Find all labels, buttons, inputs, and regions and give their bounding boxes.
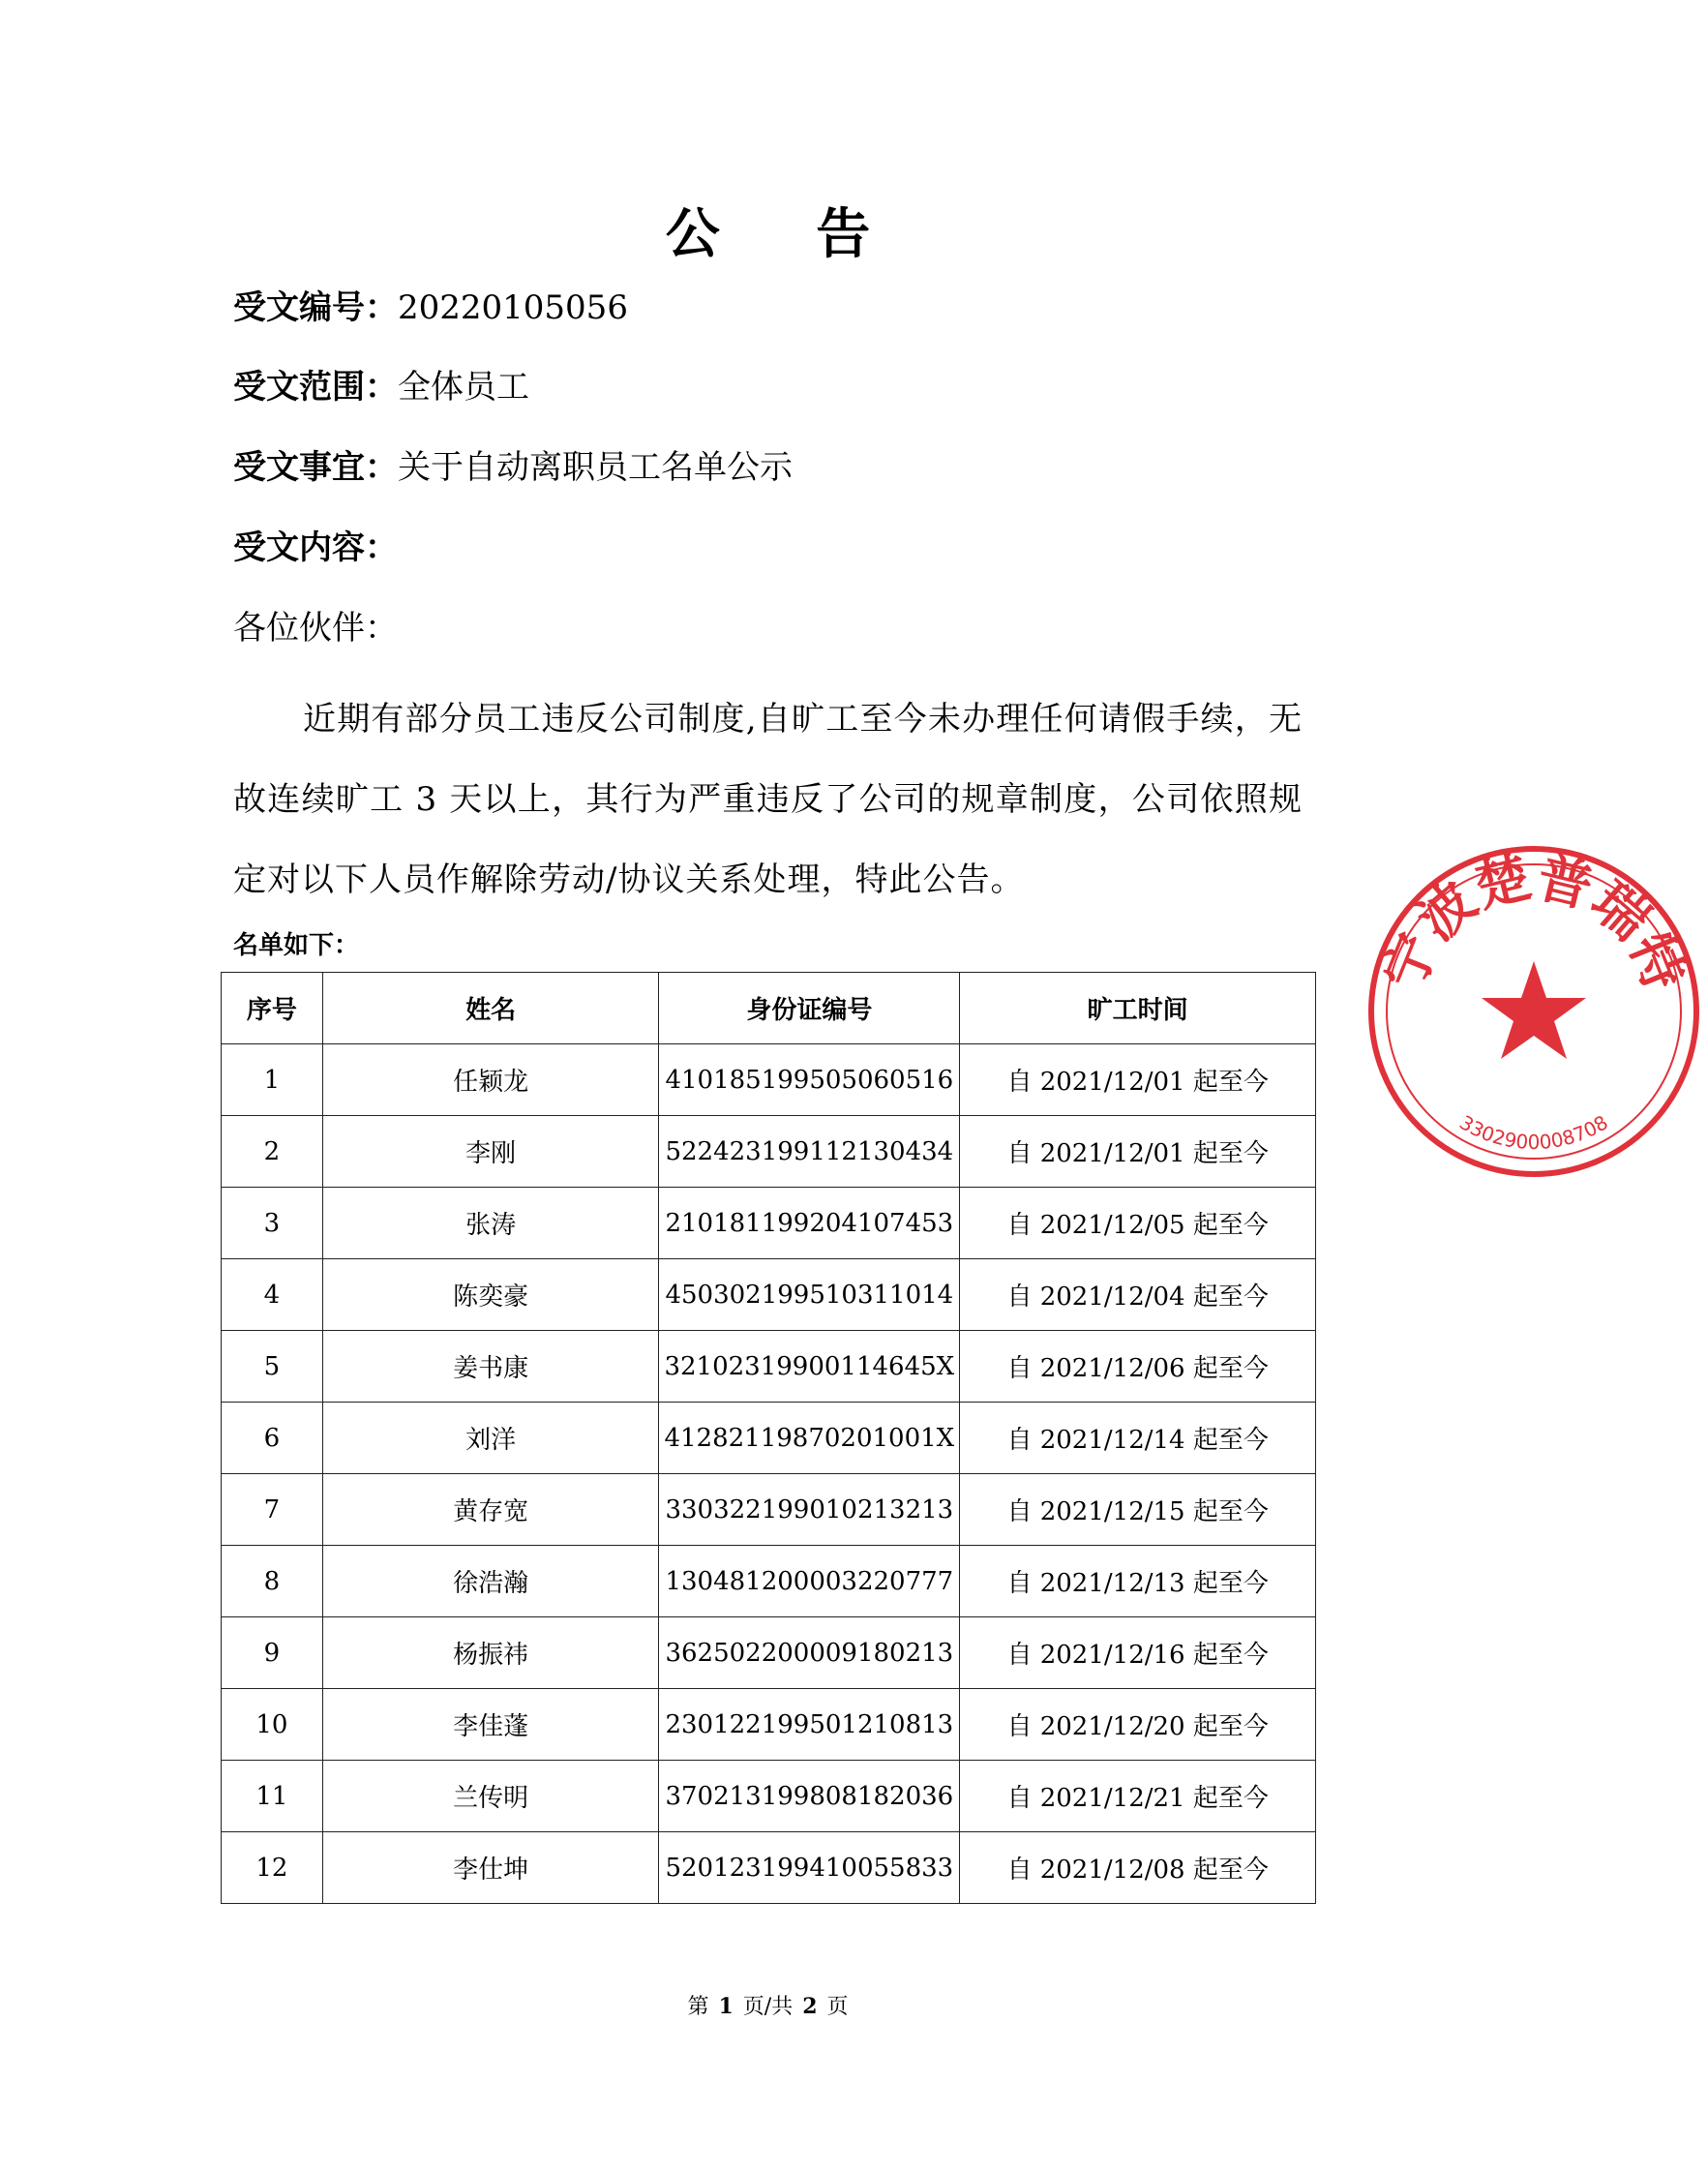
company-seal	[1360, 837, 1696, 1186]
list-label: 名单如下：	[233, 931, 360, 960]
field-subject-value: 关于自动离职员工名单公示	[398, 448, 793, 487]
body-paragraph: 近期有部分员工违反公司制度,自旷工至今未办理任何请假手续，无故连续旷工 3 天以上，其行为严重违反了公司的规章制度，公司依照规定对以下人员作解除劳动/协议关系处理，特此公告。	[233, 700, 1303, 899]
cell-name: 黄存宽	[322, 1474, 658, 1546]
header-absence-time: 旷工时间	[960, 973, 1316, 1044]
cell-name: 李佳蓬	[322, 1689, 658, 1761]
cell-id-number: 450302199510311014	[659, 1259, 960, 1331]
field-subject	[233, 446, 793, 489]
cell-id-number: 410185199505060516	[659, 1044, 960, 1116]
cell-name: 张涛	[322, 1188, 658, 1259]
field-content	[233, 527, 398, 569]
table-row	[222, 1617, 1316, 1689]
cell-absence-time: 自 2021/12/01 起至今	[960, 1044, 1316, 1116]
cell-absence-time: 自 2021/12/04 起至今	[960, 1259, 1316, 1331]
cell-index: 2	[222, 1116, 323, 1188]
cell-absence-time: 自 2021/12/06 起至今	[960, 1331, 1316, 1403]
field-number-label: 受文编号：	[233, 288, 398, 327]
footer-prefix: 第	[687, 1995, 709, 2019]
table-row	[222, 1546, 1316, 1617]
cell-id-number: 370213199808182036	[659, 1761, 960, 1832]
cell-id-number: 32102319900114645X	[659, 1331, 960, 1403]
table-header-row	[222, 973, 1316, 1044]
seal-graphic	[1360, 837, 1708, 1186]
field-number	[233, 287, 628, 329]
cell-id-number: 522423199112130434	[659, 1116, 960, 1188]
cell-name: 杨振祎	[322, 1617, 658, 1689]
table-row	[222, 1331, 1316, 1403]
footer-suffix: 页	[826, 1995, 849, 2019]
cell-index: 1	[222, 1044, 323, 1116]
table-row	[222, 1689, 1316, 1761]
cell-index: 6	[222, 1403, 323, 1474]
cell-absence-time: 自 2021/12/05 起至今	[960, 1188, 1316, 1259]
cell-id-number: 230122199501210813	[659, 1689, 960, 1761]
table-row	[222, 1116, 1316, 1188]
cell-index: 10	[222, 1689, 323, 1761]
cell-index: 12	[222, 1832, 323, 1904]
field-scope-value: 全体员工	[398, 368, 529, 407]
seal-text: 宁波楚普瑞特	[1371, 846, 1696, 1000]
cell-name: 陈奕豪	[322, 1259, 658, 1331]
cell-absence-time: 自 2021/12/14 起至今	[960, 1403, 1316, 1474]
header-index: 序号	[222, 973, 323, 1044]
cell-id-number: 130481200003220777	[659, 1546, 960, 1617]
seal-number: 3302900008708	[1455, 1110, 1612, 1154]
field-subject-label: 受文事宜：	[233, 448, 398, 487]
table-row	[222, 1403, 1316, 1474]
cell-id-number: 520123199410055833	[659, 1832, 960, 1904]
cell-id-number: 41282119870201001X	[659, 1403, 960, 1474]
cell-index: 5	[222, 1331, 323, 1403]
cell-name: 刘洋	[322, 1403, 658, 1474]
table-row	[222, 1044, 1316, 1116]
cell-name: 李刚	[322, 1116, 658, 1188]
cell-index: 7	[222, 1474, 323, 1546]
field-scope	[233, 366, 529, 408]
cell-index: 3	[222, 1188, 323, 1259]
table-row	[222, 1832, 1316, 1904]
cell-name: 徐浩瀚	[322, 1546, 658, 1617]
cell-absence-time: 自 2021/12/21 起至今	[960, 1761, 1316, 1832]
table-row	[222, 1259, 1316, 1331]
cell-absence-time: 自 2021/12/15 起至今	[960, 1474, 1316, 1546]
cell-index: 8	[222, 1546, 323, 1617]
footer-page: 1	[718, 1994, 734, 2019]
seal-star-icon	[1482, 961, 1586, 1059]
cell-id-number: 330322199010213213	[659, 1474, 960, 1546]
footer-middle: 页/共	[742, 1995, 794, 2019]
cell-index: 11	[222, 1761, 323, 1832]
footer-total: 2	[802, 1994, 818, 2019]
page-title: 公 告	[665, 202, 910, 266]
field-number-value: 20220105056	[398, 288, 628, 327]
cell-name: 兰传明	[322, 1761, 658, 1832]
greeting: 各位伙伴：	[233, 609, 398, 648]
cell-index: 9	[222, 1617, 323, 1689]
table-body	[222, 1044, 1316, 1904]
header-id-number: 身份证编号	[659, 973, 960, 1044]
cell-absence-time: 自 2021/12/16 起至今	[960, 1617, 1316, 1689]
dismissal-table	[221, 972, 1316, 1904]
table-row	[222, 1761, 1316, 1832]
cell-name: 任颖龙	[322, 1044, 658, 1116]
cell-name: 李仕坤	[322, 1832, 658, 1904]
cell-name: 姜书康	[322, 1331, 658, 1403]
table-row	[222, 1188, 1316, 1259]
cell-absence-time: 自 2021/12/08 起至今	[960, 1832, 1316, 1904]
field-scope-label: 受文范围：	[233, 368, 398, 407]
header-name: 姓名	[322, 973, 658, 1044]
cell-index: 4	[222, 1259, 323, 1331]
cell-absence-time: 自 2021/12/01 起至今	[960, 1116, 1316, 1188]
cell-absence-time: 自 2021/12/13 起至今	[960, 1546, 1316, 1617]
cell-id-number: 210181199204107453	[659, 1188, 960, 1259]
table-row	[222, 1474, 1316, 1546]
page-footer	[0, 1990, 1536, 2020]
field-content-label: 受文内容：	[233, 528, 398, 567]
cell-absence-time: 自 2021/12/20 起至今	[960, 1689, 1316, 1761]
cell-id-number: 362502200009180213	[659, 1617, 960, 1689]
